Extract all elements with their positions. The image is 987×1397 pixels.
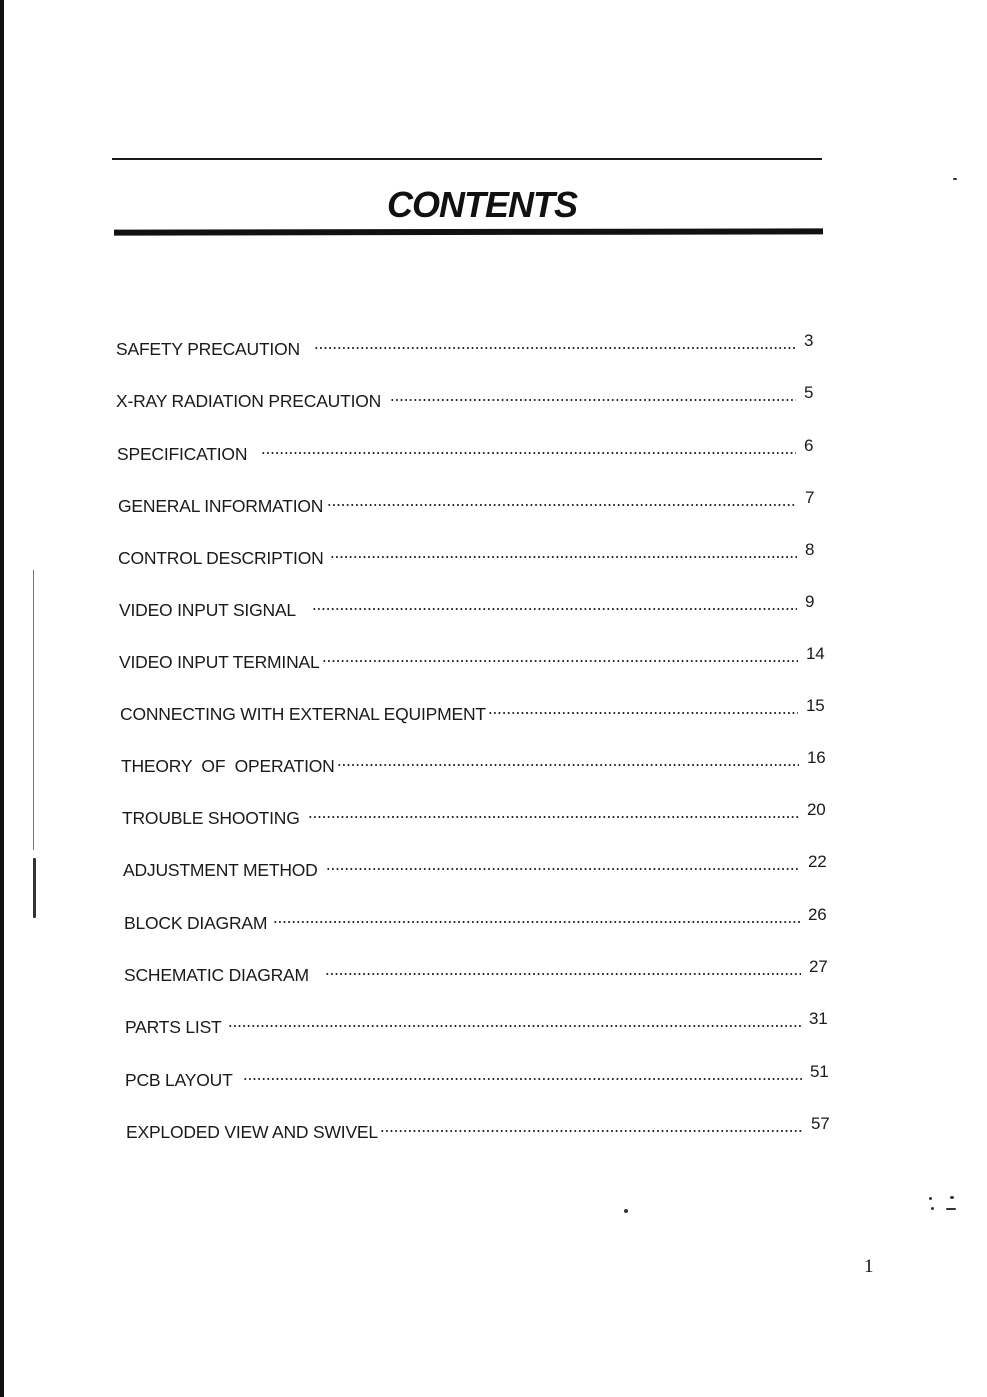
page-title: CONTENTS bbox=[387, 184, 577, 225]
toc-entry-label: VIDEO INPUT TERMINAL bbox=[119, 652, 320, 672]
toc-entry-block-diagram[interactable] bbox=[124, 906, 832, 932]
toc-entry-page: 5 bbox=[804, 383, 814, 402]
toc-entry-page: 22 bbox=[808, 852, 827, 871]
toc-entry-label: SCHEMATIC DIAGRAM bbox=[124, 965, 309, 985]
toc-entry-schematic-diagram[interactable] bbox=[124, 958, 833, 984]
toc-dot-leader bbox=[325, 973, 801, 975]
toc-entry-label: THEORY OF OPERATION bbox=[121, 756, 335, 776]
toc-entry-page: 8 bbox=[805, 540, 815, 559]
toc-dot-leader bbox=[337, 764, 799, 766]
toc-entry-page: 27 bbox=[809, 957, 828, 976]
toc-entry-label: BLOCK DIAGRAM bbox=[124, 913, 268, 933]
toc-entry-page: 9 bbox=[805, 592, 815, 611]
toc-entry-theory-of-operation[interactable] bbox=[121, 749, 831, 775]
toc-dot-leader bbox=[308, 816, 799, 818]
scan-speck bbox=[931, 1207, 934, 1210]
toc-entry-trouble-shooting[interactable] bbox=[122, 801, 831, 827]
toc-entry-xray-radiation-precaution[interactable] bbox=[116, 384, 828, 410]
scan-speck bbox=[624, 1209, 628, 1213]
toc-dot-leader bbox=[322, 660, 798, 662]
toc-dot-leader bbox=[261, 452, 796, 454]
toc-entry-label: SAFETY PRECAUTION bbox=[116, 339, 300, 359]
toc-dot-leader bbox=[488, 712, 798, 714]
toc-dot-leader bbox=[228, 1025, 801, 1027]
toc-entry-label: PARTS LIST bbox=[125, 1017, 222, 1037]
toc-entry-page: 6 bbox=[804, 436, 814, 455]
scan-speck bbox=[953, 178, 957, 180]
toc-entry-page: 26 bbox=[808, 905, 827, 924]
scan-speck bbox=[929, 1197, 932, 1200]
toc-entry-page: 20 bbox=[807, 800, 826, 819]
toc-dot-leader bbox=[243, 1078, 802, 1080]
toc-entry-page: 51 bbox=[810, 1062, 829, 1081]
toc-entry-adjustment-method[interactable] bbox=[123, 853, 832, 879]
toc-entry-page: 57 bbox=[811, 1114, 830, 1133]
toc-entry-label: PCB LAYOUT bbox=[125, 1070, 233, 1090]
toc-entry-label: ADJUSTMENT METHOD bbox=[123, 860, 318, 880]
toc-dot-leader bbox=[327, 504, 797, 506]
toc-entry-page: 15 bbox=[806, 696, 825, 715]
toc-dot-leader bbox=[273, 921, 800, 923]
toc-entry-label: CONTROL DESCRIPTION bbox=[118, 548, 324, 568]
toc-entry-pcb-layout[interactable] bbox=[125, 1063, 834, 1089]
toc-entry-page: 7 bbox=[805, 488, 815, 507]
toc-dot-leader bbox=[330, 556, 797, 558]
scan-speck bbox=[33, 858, 36, 918]
toc-entry-specification[interactable] bbox=[117, 437, 828, 463]
toc-entry-label: GENERAL INFORMATION bbox=[118, 496, 324, 516]
toc-entry-video-input-signal[interactable] bbox=[119, 593, 829, 619]
toc-entry-label: SPECIFICATION bbox=[117, 444, 248, 464]
toc-dot-leader bbox=[390, 399, 796, 401]
toc-entry-safety-precaution[interactable] bbox=[116, 332, 828, 358]
toc-entry-label: TROUBLE SHOOTING bbox=[122, 808, 300, 828]
toc-entry-page: 31 bbox=[809, 1009, 828, 1028]
toc-dot-leader bbox=[326, 868, 800, 870]
toc-dot-leader bbox=[380, 1130, 803, 1132]
toc-entry-parts-list[interactable] bbox=[125, 1010, 833, 1036]
toc-dot-leader bbox=[314, 347, 796, 349]
toc-entry-exploded-view-and-swivel[interactable] bbox=[126, 1115, 835, 1141]
toc-entry-label: X-RAY RADIATION PRECAUTION bbox=[116, 391, 382, 411]
toc-entry-page: 16 bbox=[807, 748, 826, 767]
page-number: 1 bbox=[864, 1256, 874, 1277]
toc-entry-label: CONNECTING WITH EXTERNAL EQUIPMENT bbox=[120, 704, 486, 724]
toc-entry-video-input-terminal[interactable] bbox=[119, 645, 830, 671]
toc-entry-label: EXPLODED VIEW AND SWIVEL bbox=[126, 1122, 378, 1142]
toc-entry-page: 3 bbox=[804, 331, 814, 350]
toc-entry-connecting-with-external-equipment[interactable] bbox=[120, 697, 830, 723]
scan-speck bbox=[946, 1208, 956, 1210]
toc-entry-page: 14 bbox=[806, 644, 825, 663]
toc-entry-general-information[interactable] bbox=[118, 489, 829, 515]
scan-speck bbox=[950, 1196, 954, 1199]
toc-dot-leader bbox=[312, 608, 797, 610]
toc-entry-control-description[interactable] bbox=[118, 541, 829, 567]
toc-entry-label: VIDEO INPUT SIGNAL bbox=[119, 600, 296, 620]
scan-speck bbox=[33, 570, 34, 850]
